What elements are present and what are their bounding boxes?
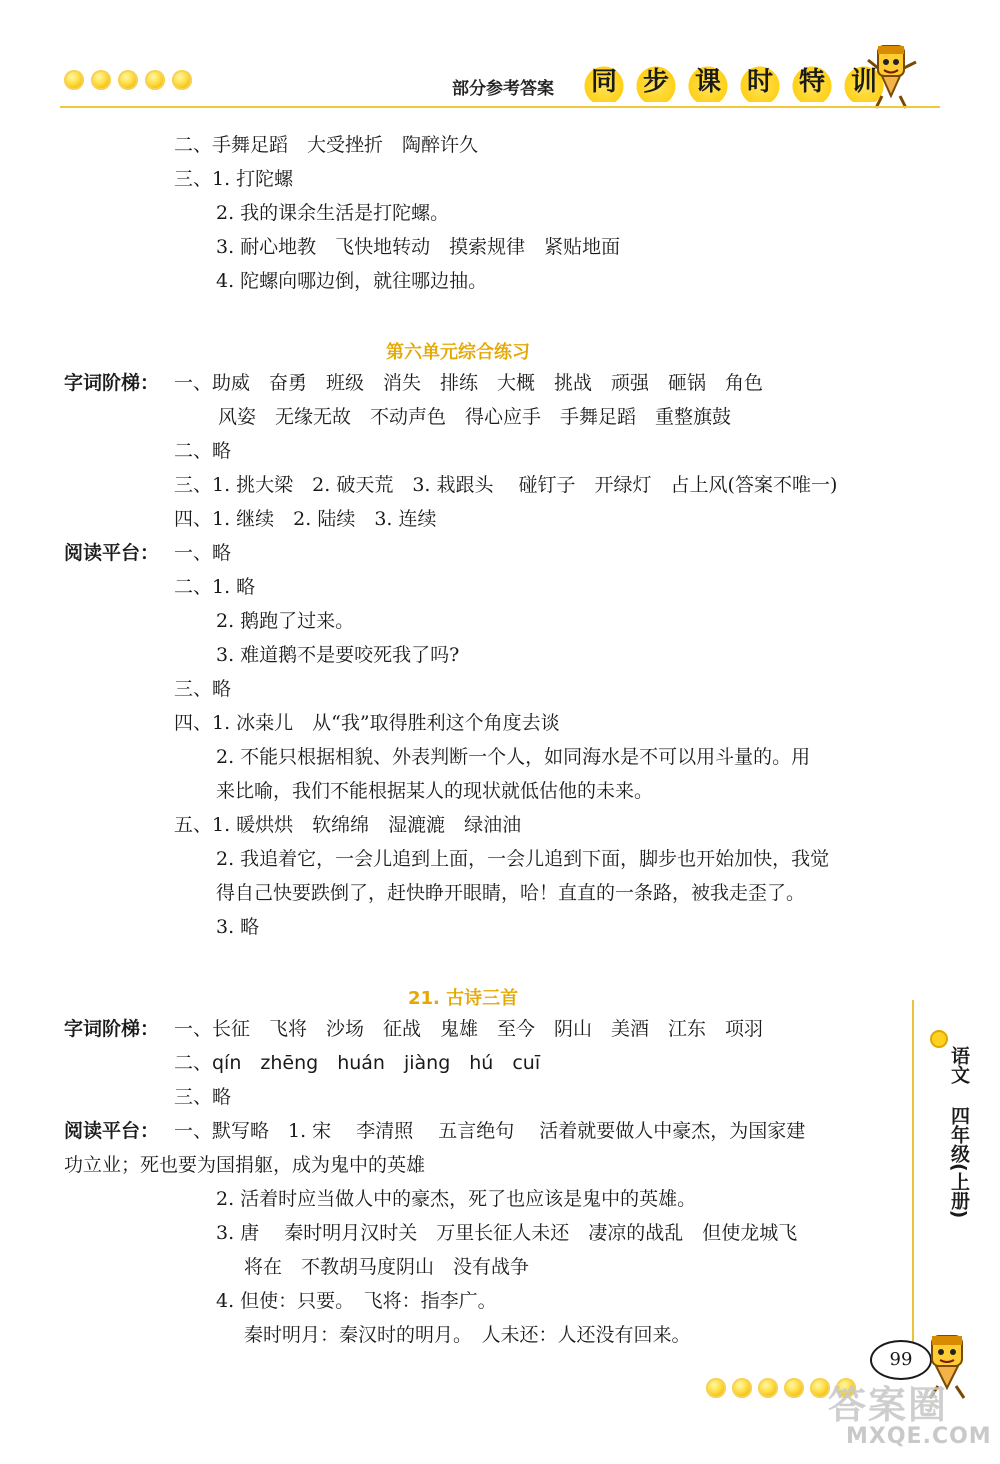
page-number: 99 xyxy=(870,1340,932,1380)
answer-line: 四、1. 继续 2. 陆续 3. 连续 xyxy=(174,508,437,530)
answer-line: 二、1. 略 xyxy=(174,576,256,598)
header-decoration-dots xyxy=(64,70,192,90)
sidebar-rule xyxy=(912,1000,914,1356)
answer-line: 将在 不教胡马度阴山 没有战争 xyxy=(244,1256,530,1278)
answer-line: 3. 耐心地教 飞快地转动 摸索规律 紧贴地面 xyxy=(216,236,621,258)
header-rule xyxy=(60,106,940,108)
answer-line: 功立业；死也要为国捐躯，成为鬼中的英雄 xyxy=(64,1154,426,1176)
answer-line: 得自己快要跌倒了，赶快睁开眼睛，哈！直直的一条路，被我走歪了。 xyxy=(216,882,806,904)
dot-icon xyxy=(810,1378,830,1398)
answer-line: 秦时明月：秦汉时的明月。 人未还：人还没有回来。 xyxy=(244,1324,691,1346)
sidebar-subject: 语文 xyxy=(948,1046,970,1084)
header-title-char: 同 xyxy=(584,62,624,102)
watermark-url: MXQE.COM xyxy=(846,1424,992,1449)
answer-line: 2. 我追着它，一会儿追到上面，一会儿追到下面，脚步也开始加快，我觉 xyxy=(216,848,830,870)
category-label: 字词阶梯： xyxy=(64,1018,160,1040)
dot-icon xyxy=(732,1378,752,1398)
answer-line: 风姿 无缘无故 不动声色 得心应手 手舞足蹈 重整旗鼓 xyxy=(218,406,732,428)
category-label: 阅读平台： xyxy=(64,542,160,564)
dot-icon xyxy=(145,70,165,90)
answer-line: 四、1. 冰桒儿 从“我”取得胜利这个角度去谈 xyxy=(174,712,560,734)
answer-line: 3. 略 xyxy=(216,916,260,938)
pencil-mascot-icon xyxy=(862,40,922,112)
dot-icon xyxy=(64,70,84,90)
answer-line: 来比喻，我们不能根据某人的现状就低估他的未来。 xyxy=(216,780,654,802)
answer-line: 三、1. 挑大梁 2. 破天荒 3. 栽跟头 碰钉子 开绿灯 占上风(答案不唯一) xyxy=(174,474,838,496)
header-title-char: 步 xyxy=(636,62,676,102)
answer-line: 4. 但使：只要。 飞将：指李广。 xyxy=(216,1290,497,1312)
sidebar-grade: 四年级(上册) xyxy=(948,1106,970,1219)
header-title-char: 特 xyxy=(792,62,832,102)
answer-line: 一、略 xyxy=(174,542,232,564)
header-label: 部分参考答案 xyxy=(452,79,554,99)
header-title-char: 时 xyxy=(740,62,780,102)
answer-line: 一、长征 飞将 沙场 征战 鬼雄 至今 阴山 美酒 江东 项羽 xyxy=(174,1018,764,1040)
dot-icon xyxy=(91,70,111,90)
answer-line: 二、qín zhēng huán jiàng hú cuī xyxy=(174,1052,541,1074)
answer-line: 2. 不能只根据相貌、外表判断一个人，如同海水是不可以用斗量的。用 xyxy=(216,746,811,768)
answer-line: 3. 唐 秦时明月汉时关 万里长征人未还 凄凉的战乱 但使龙城飞 xyxy=(216,1222,798,1244)
dot-icon xyxy=(118,70,138,90)
answer-line: 二、略 xyxy=(174,440,232,462)
answer-line: 2. 我的课余生活是打陀螺。 xyxy=(216,202,450,224)
header-title xyxy=(584,62,884,102)
dot-icon xyxy=(784,1378,804,1398)
section-title: 21. 古诗三首 xyxy=(408,988,519,1009)
answer-line: 二、手舞足蹈 大受挫折 陶醉许久 xyxy=(174,134,479,156)
header-title-char: 课 xyxy=(688,62,728,102)
category-label: 阅读平台： xyxy=(64,1120,160,1142)
dot-icon xyxy=(758,1378,778,1398)
header-title-char: 训 xyxy=(844,62,884,102)
answer-line: 3. 难道鹅不是要咬死我了吗? xyxy=(216,644,460,666)
answer-line: 一、助威 奋勇 班级 消失 排练 大概 挑战 顽强 砸锅 角色 xyxy=(174,372,764,394)
answer-line: 2. 活着时应当做人中的豪杰，死了也应该是鬼中的英雄。 xyxy=(216,1188,697,1210)
dot-icon xyxy=(172,70,192,90)
section-title: 第六单元综合练习 xyxy=(386,342,530,363)
dot-icon xyxy=(706,1378,726,1398)
category-label: 字词阶梯： xyxy=(64,372,160,394)
answer-line: 一、默写略 1. 宋 李清照 五言绝句 活着就要做人中豪杰，为国家建 xyxy=(174,1120,806,1142)
answer-line: 4. 陀螺向哪边倒，就往哪边抽。 xyxy=(216,270,488,292)
answer-line: 三、1. 打陀螺 xyxy=(174,168,294,190)
watermark: 答案圈 xyxy=(828,1383,949,1427)
answer-line: 三、略 xyxy=(174,1086,232,1108)
answer-line: 2. 鹅跑了过来。 xyxy=(216,610,355,632)
answer-line: 五、1. 暖烘烘 软绵绵 湿漉漉 绿油油 xyxy=(174,814,522,836)
answer-line: 三、略 xyxy=(174,678,232,700)
